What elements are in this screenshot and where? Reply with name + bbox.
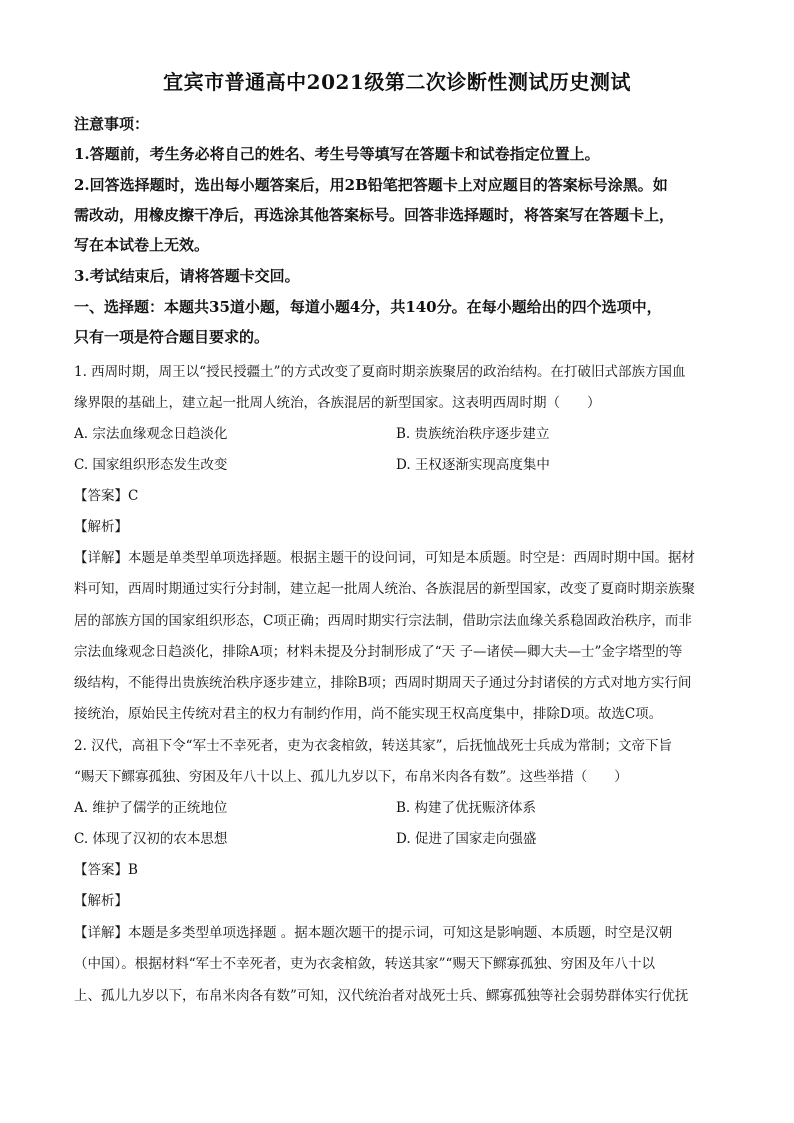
option-a: A. 维护了儒学的正统地位 xyxy=(74,800,228,816)
option-d: D. 促进了国家走向强盛 xyxy=(396,831,537,847)
option-c: C. 体现了汉初的农本思想 xyxy=(74,831,228,847)
explanation-line: （中国）。根据材料“军士不幸死者，吏为衣衾棺敛，转送其家”“赐天下鳏寡孤独、穷困及年八十以 xyxy=(74,956,655,972)
section-heading: 一、选择题：本题共35道小题，每道小题4分，共140分。在每小题给出的四个选项中， xyxy=(74,298,662,316)
option-b: B. 构建了优抚赈济体系 xyxy=(396,800,537,816)
explanation-line: 级结构，不能得出贵族统治秩序逐步建立，排除B项；西周时期周天子通过分封诸侯的方式对地方实行间 xyxy=(74,675,692,691)
notice-line: 3.考试结束后，请将答题卡交回。 xyxy=(74,267,300,285)
explanation-line: 居的部族方国的国家组织形态，C项正确；西周时期实行宗法制，借助宗法血缘关系稳固政治秩序，而非 xyxy=(74,613,692,629)
explanation-line: 宗法血缘观念日趋淡化，排除A项；材料未提及分封制形成了“天 子—诸侯—卿大夫—士”金字塔型的等 xyxy=(74,644,683,660)
analysis-label: 【解析】 xyxy=(74,893,128,909)
document-title: 宜宾市普通高中2021级第二次诊断性测试历史测试 xyxy=(163,70,631,94)
question-stem: 1. 西周时期，周王以“授民授疆土”的方式改变了夏商时期亲族聚居的政治结构。在打破旧式部族方国血 xyxy=(74,364,686,380)
notice-line: 2.回答选择题时，选出每小题答案后，用2B铅笔把答题卡上对应题目的答案标号涂黑。如 xyxy=(74,176,668,194)
explanation-line: 接统治，原始民主传统对君主的权力有制约作用，尚不能实现王权高度集中，排除D项。故选C项。 xyxy=(74,706,663,722)
option-d: D. 王权逐渐实现高度集中 xyxy=(396,457,550,473)
option-b: B. 贵族统治秩序逐步建立 xyxy=(396,426,550,442)
analysis-label: 【解析】 xyxy=(74,519,128,535)
question-stem: “赐天下鳏寡孤独、穷困及年八十以上、孤儿九岁以下，布帛米肉各有数”。这些举措（ ） xyxy=(74,769,628,785)
explanation-line: 料可知，西周时期通过实行分封制，建立起一批周人统治、各族混居的新型国家，改变了夏商时期亲族聚 xyxy=(74,581,695,597)
notice-line: 1.答题前，考生务必将自己的姓名、考生号等填写在答题卡和试卷指定位置上。 xyxy=(74,145,600,163)
question-stem: 缘界限的基础上，建立起一批周人统治，各族混居的新型国家。这表明西周时期（ ） xyxy=(74,395,601,411)
explanation-line: 【详解】本题是多类型单项选择题 。据本题次题干的提示词，可知这是影响题、本质题，时空是汉朝 xyxy=(74,925,673,941)
notice-line: 需改动，用橡皮擦干净后，再选涂其他答案标号。回答非选择题时，将答案写在答题卡上， xyxy=(74,206,675,224)
question-stem: 2. 汉代，高祖下令“军士不幸死者，吏为衣衾棺敛，转送其家”，后抚恤战死士兵成为常制；文帝下旨 xyxy=(74,738,672,754)
notice-line: 写在本试卷上无效。 xyxy=(74,236,210,254)
explanation-line: 上、孤儿九岁以下，布帛米肉各有数”可知，汉代统治者对战死士兵、鳏寡孤独等社会弱势群体实行优抚 xyxy=(74,988,689,1004)
section-heading: 只有一项是符合题目要求的。 xyxy=(74,328,270,346)
option-c: C. 国家组织形态发生改变 xyxy=(74,457,228,473)
notice-heading: 注意事项： xyxy=(74,115,150,133)
explanation-line: 【详解】本题是单类型单项选择题。根据主题干的设问词，可知是本质题。时空是：西周时期中国。据材 xyxy=(74,550,695,566)
answer-label: 【答案】B xyxy=(74,862,138,878)
answer-label: 【答案】C xyxy=(74,488,139,504)
option-a: A. 宗法血缘观念日趋淡化 xyxy=(74,426,228,442)
